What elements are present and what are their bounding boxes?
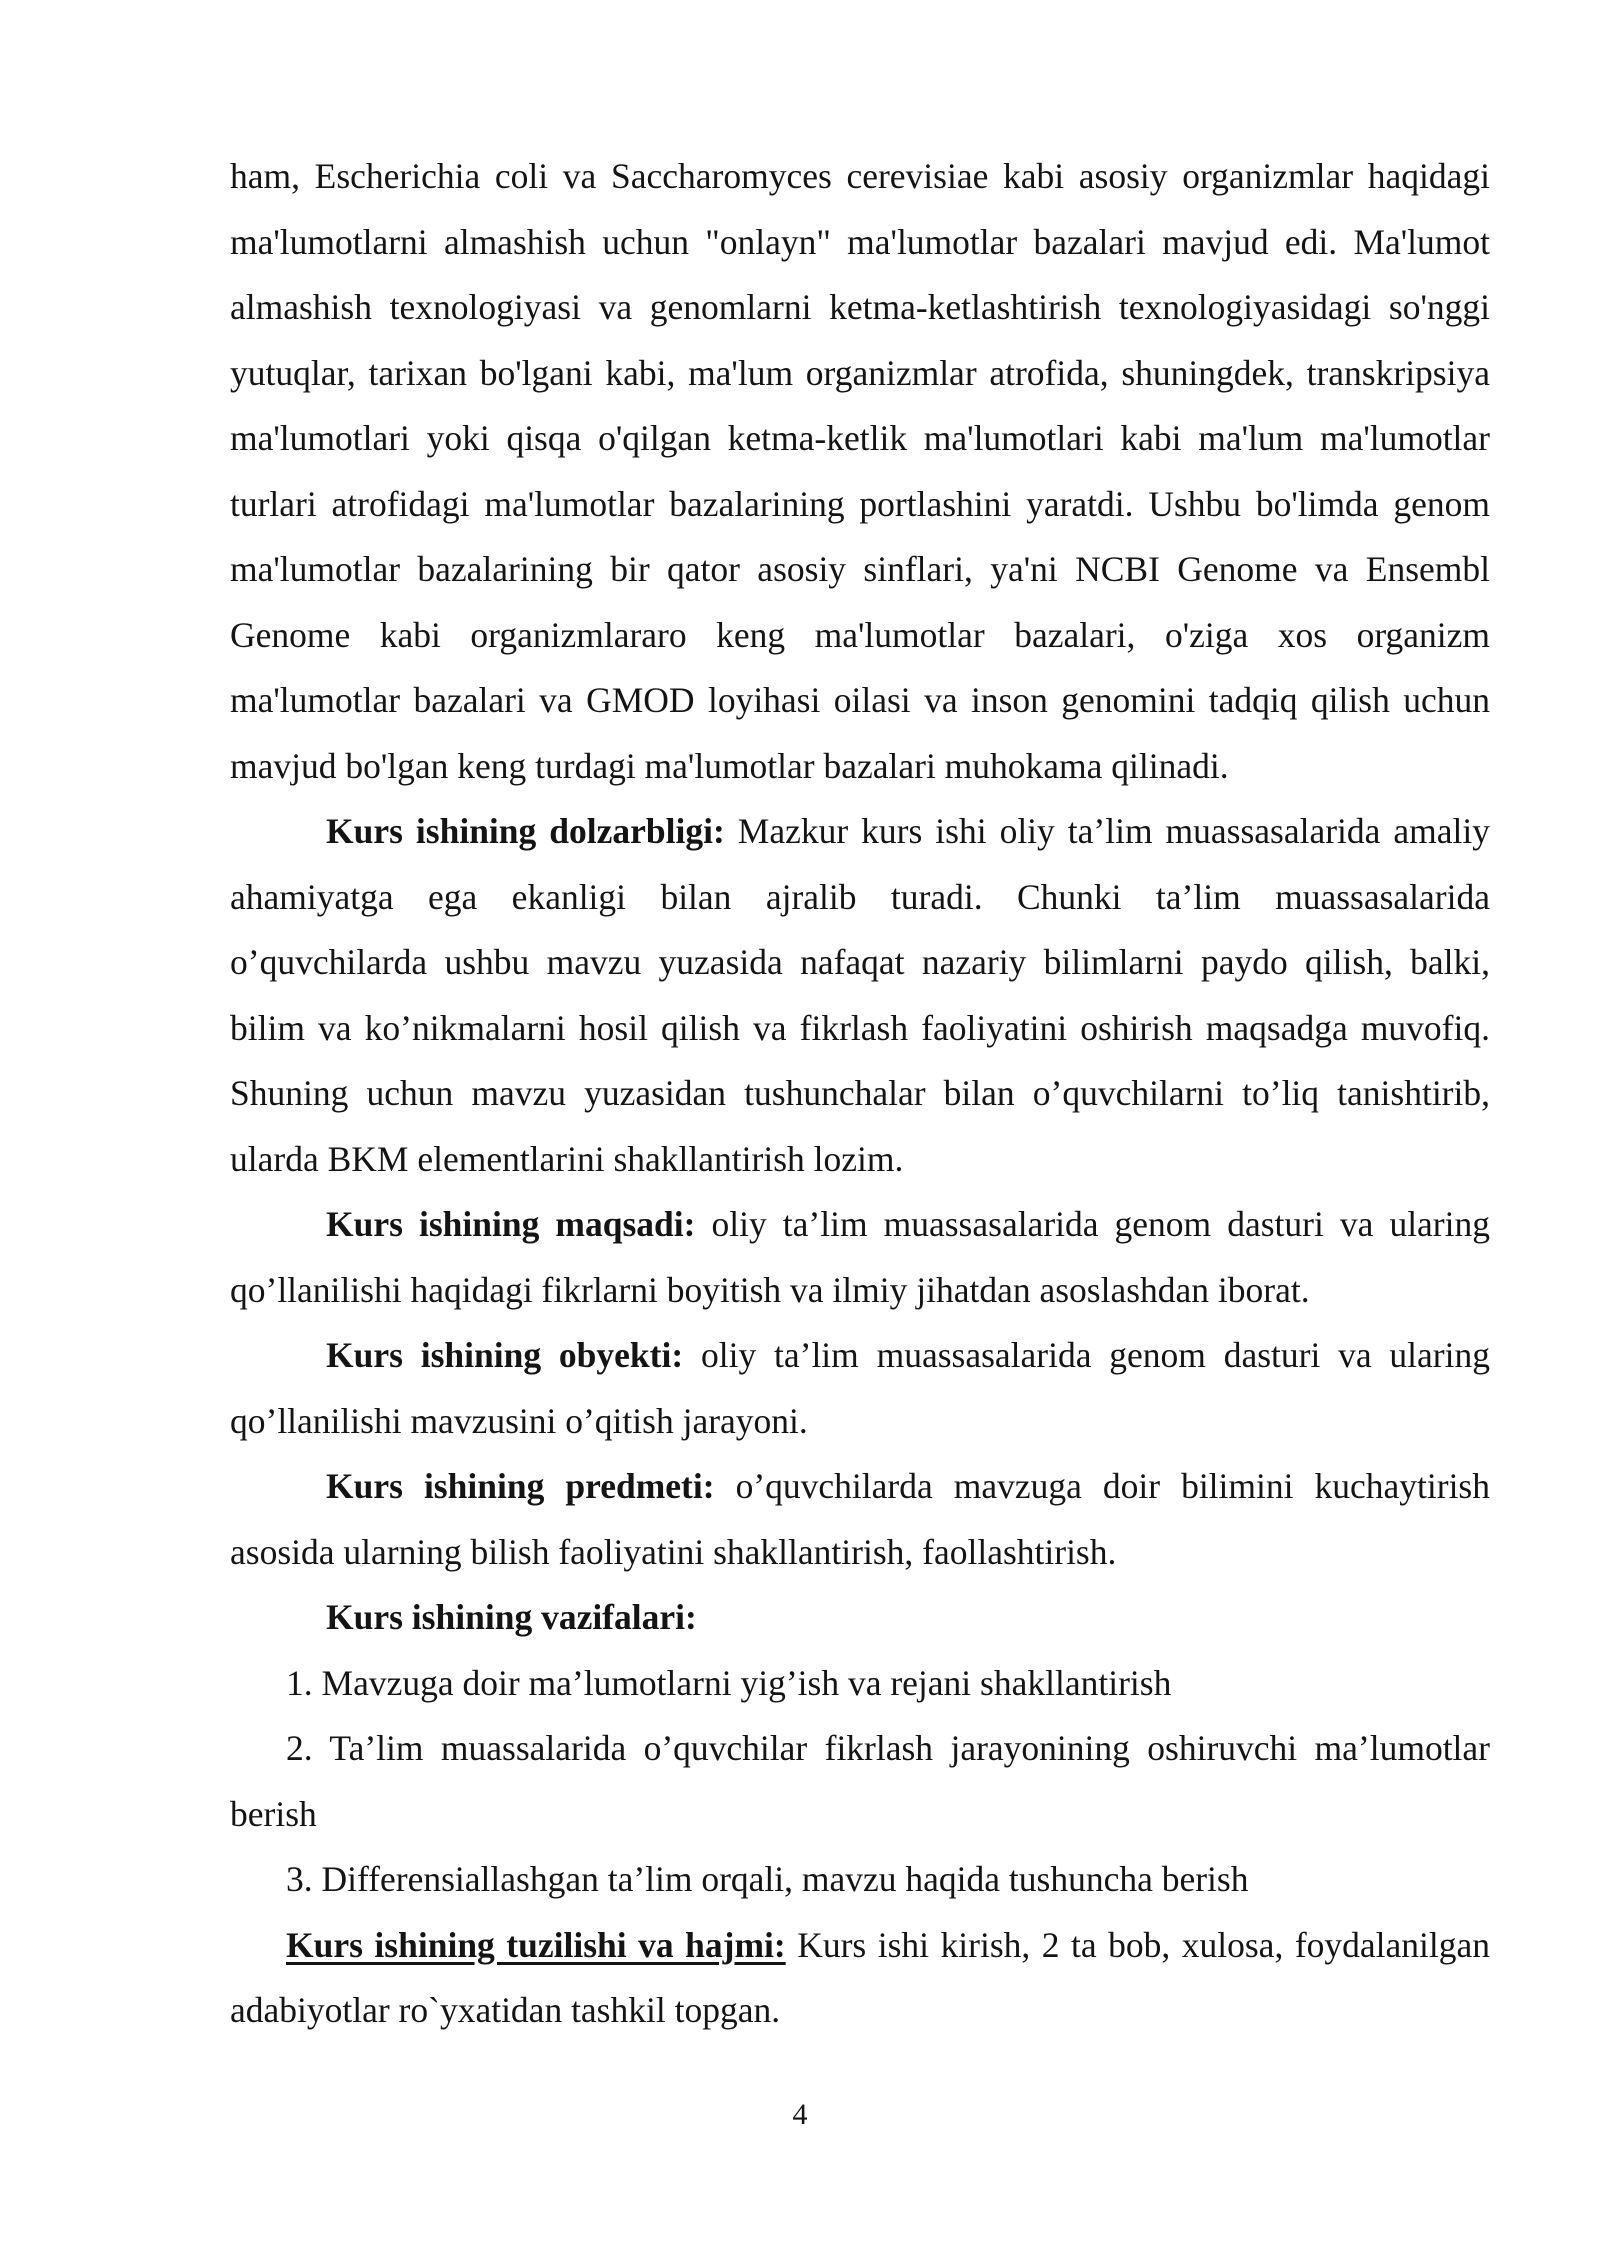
maqsadi-text: oliy ta’lim muassasalarida genom dasturi va ularing qo’llanilishi haqidagi fikrlarni boyitish va ilmiy jihatdan asoslashdan iborat.	[230, 1204, 1490, 1310]
obyekti-label: Kurs ishining obyekti:	[326, 1335, 684, 1375]
dolzarbligi-text: Mazkur kurs ishi oliy ta’lim muassasalarida amaliy ahamiyatga ega ekanligi bilan ajralib turadi. Chunki ta’lim muassasalarida o’quvchilarda ushbu mavzu yuzasida nafaqat nazariy bilimlarni paydo qilish, balki, bilim va ko’nikmalarni hosil qilish va fikrlash faoliyatini oshirish maqsadga muvofiq. Shuning uchun mavzu yuzasidan tushunchalar bilan o’quvchilarni to’liq tanishtirib, ularda BKM elementlarini shakllantirish lozim.	[230, 811, 1491, 1179]
page-number: 4	[792, 2098, 808, 2131]
maqsadi-label: Kurs ishining maqsadi:	[326, 1204, 696, 1244]
dolzarbligi-paragraph	[230, 799, 1490, 1192]
obyekti-paragraph	[230, 1323, 1490, 1454]
tuzilishi-text: Kurs ishi kirish, 2 ta bob, xulosa, foydalanilgan adabiyotlar ro`yxatidan tashkil topgan.	[230, 1924, 1490, 2030]
vazifalari-heading	[230, 1585, 1490, 1651]
list-item: 2. Ta’lim muassalarida o’quvchilar fikrlash jarayonining oshiruvchi ma’lumotlar berish	[230, 1728, 1490, 1834]
intro-paragraph: ham, Escherichia coli va Saccharomyces cerevisiae kabi asosiy organizmlar haqidagi ma'lumotlarni almashish uchun "onlayn" ma'lumotlar bazalari mavjud edi. Ma'lumot almashish texnologiyasi va genomlarni ketma-ketlashtirish texnologiyasidagi so'nggi yutuqlar, tarixan bo'lgani kabi, ma'lum organizmlar atrofida, shuningdek, transkripsiya ma'lumotlari yoki qisqa o'qilgan ketma-ketlik ma'lumotlari kabi ma'lum ma'lumotlar turlari atrofidagi ma'lumotlar bazalarining portlashini yaratdi. Ushbu bo'limda genom ma'lumotlar bazalarining bir qator asosiy sinflari, ya'ni NCBI Genome va Ensembl Genome kabi organizmlararo keng ma'lumotlar bazalari, o'ziga xos organizm ma'lumotlar bazalari va GMOD loyihasi oilasi va inson genomini tadqiq qilish uchun mavjud bo'lgan keng turdagi ma'lumotlar bazalari muhokama qilinadi.	[230, 156, 1490, 786]
predmeti-paragraph	[230, 1454, 1490, 1585]
maqsadi-paragraph	[230, 1192, 1490, 1323]
predmeti-text: o’quvchilarda mavzuga doir bilimini kuchaytirish asosida ularning bilish faoliyatini shakllantirish, faollashtirish.	[230, 1466, 1490, 1572]
list-item: 1. Mavzuga doir ma’lumotlarni yig’ish va rejani shakllantirish	[286, 1662, 1172, 1703]
dolzarbligi-label: Kurs ishining dolzarbligi:	[326, 811, 725, 851]
document-body	[230, 144, 1490, 2044]
obyekti-text: oliy ta’lim muassasalarida genom dasturi va ularing qo’llanilishi mavzusini o’qitish jarayoni.	[230, 1335, 1490, 1441]
tuzilishi-label: Kurs ishining tuzilishi va hajmi:	[286, 1924, 786, 1965]
predmeti-label: Kurs ishining predmeti:	[326, 1466, 715, 1506]
list-item: 3. Differensiallashgan ta’lim orqali, mavzu haqida tushuncha berish	[286, 1859, 1249, 1899]
tuzilishi-paragraph	[230, 1913, 1490, 2044]
vazifalari-label: Kurs ishining vazifalari:	[326, 1597, 697, 1637]
